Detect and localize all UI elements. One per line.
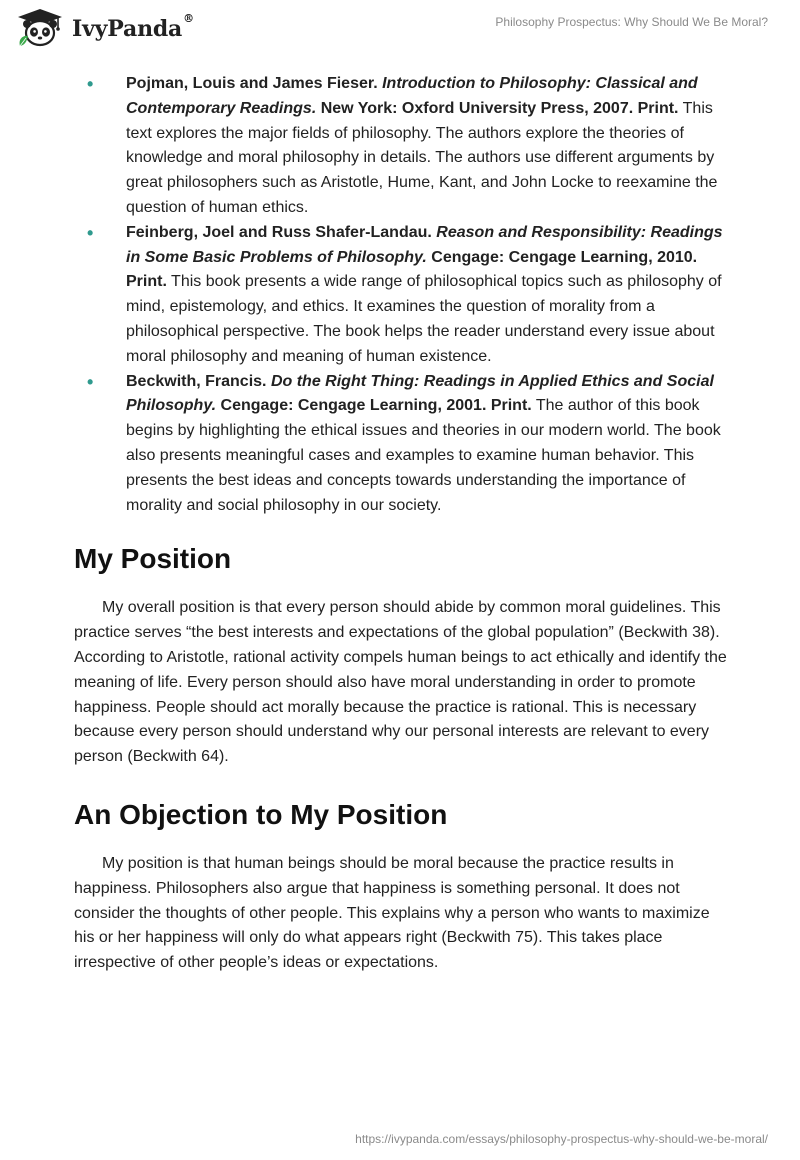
reference-list [74,72,734,518]
document-title: Philosophy Prospectus: Why Should We Be Moral? [495,15,768,29]
reference-summary: The author of this book begins by highlighting the ethical issues and theories in our modern world. The book also presents meaningful cases and examples to examine human behavior. This presents the best ideas and concepts towards understanding the importance of morality and social philosophy in our society. [126,397,721,514]
reference-publisher: Cengage: Cengage Learning, 2010. Print. [126,248,698,291]
reference-publisher: Cengage: Cengage Learning, 2001. Print. [220,397,532,415]
bullet-icon: • [87,222,94,243]
bullet-icon: • [87,371,94,392]
reference-item [74,370,734,519]
document-body [74,72,734,976]
reference-publisher: New York: Oxford University Press, 2007. Print. [320,99,679,117]
section-heading-objection: An Objection to My Position [74,798,448,830]
reference-item [74,72,734,221]
objection-paragraph: My position is that human beings should be moral because the practice results in happiness. Philosophers also argue that happiness is something personal. It does not consider the thoughts of other people. This explains why a person who wants to maximize his or her happiness will only do what appears right (Beckwith 75). This takes place irrespective of other people’s ideas or expectations. [74,854,710,972]
bullet-icon: • [87,74,94,94]
reference-item [74,221,734,370]
reference-authors: Pojman, Louis and James Fieser. [126,75,378,92]
position-paragraph: My overall position is that every person should abide by common moral guidelines. This practice serves “the best interests and expectations of the global population” (Beckwith 38). According to Aristotle, rational activity compels human beings to act ethically and identify the meaning of life. Every person should also have moral understanding in order to promote happiness. People should act morally because the practice is rational. This is necessary because every person should understand why our personal interests are relevant to every person (Beckwith 64). [74,599,727,766]
registered-mark: ® [183,12,194,25]
reference-title: Do the Right Thing: Readings in Applied Ethics and Social Philosophy. [126,372,714,415]
ivypanda-logo[interactable] [14,8,194,50]
section-heading-my-position: My Position [74,543,232,575]
reference-title: Introduction to Philosophy: Classical and Contemporary Readings. [126,75,698,117]
page-header [0,0,800,60]
reference-authors: Feinberg, Joel and Russ Shafer-Landau. [126,223,432,241]
reference-authors: Beckwith, Francis. [126,372,267,390]
reference-title: Reason and Responsibility: Readings in Some Basic Problems of Philosophy. [126,223,723,266]
source-url[interactable]: https://ivypanda.com/essays/philosophy-prospectus-why-should-we-be-moral/ [355,1132,768,1146]
brand-name: IvyPanda® [72,12,194,42]
panda-graduate-icon [14,8,66,50]
reference-summary: This book presents a wide range of philosophical topics such as philosophy of mind, epistemology, and ethics. It examines the question of morality from a philosophical perspective. The book helps the reader understand every issue about moral philosophy and meaning of human existence. [126,273,722,365]
reference-summary: This text explores the major fields of philosophy. The authors explore the theories of knowledge and moral philosophy in details. The authors use different arguments by great philosophers such as Aristotle, Hume, Kant, and John Locke to reexamine the question of human ethics. [126,99,718,216]
